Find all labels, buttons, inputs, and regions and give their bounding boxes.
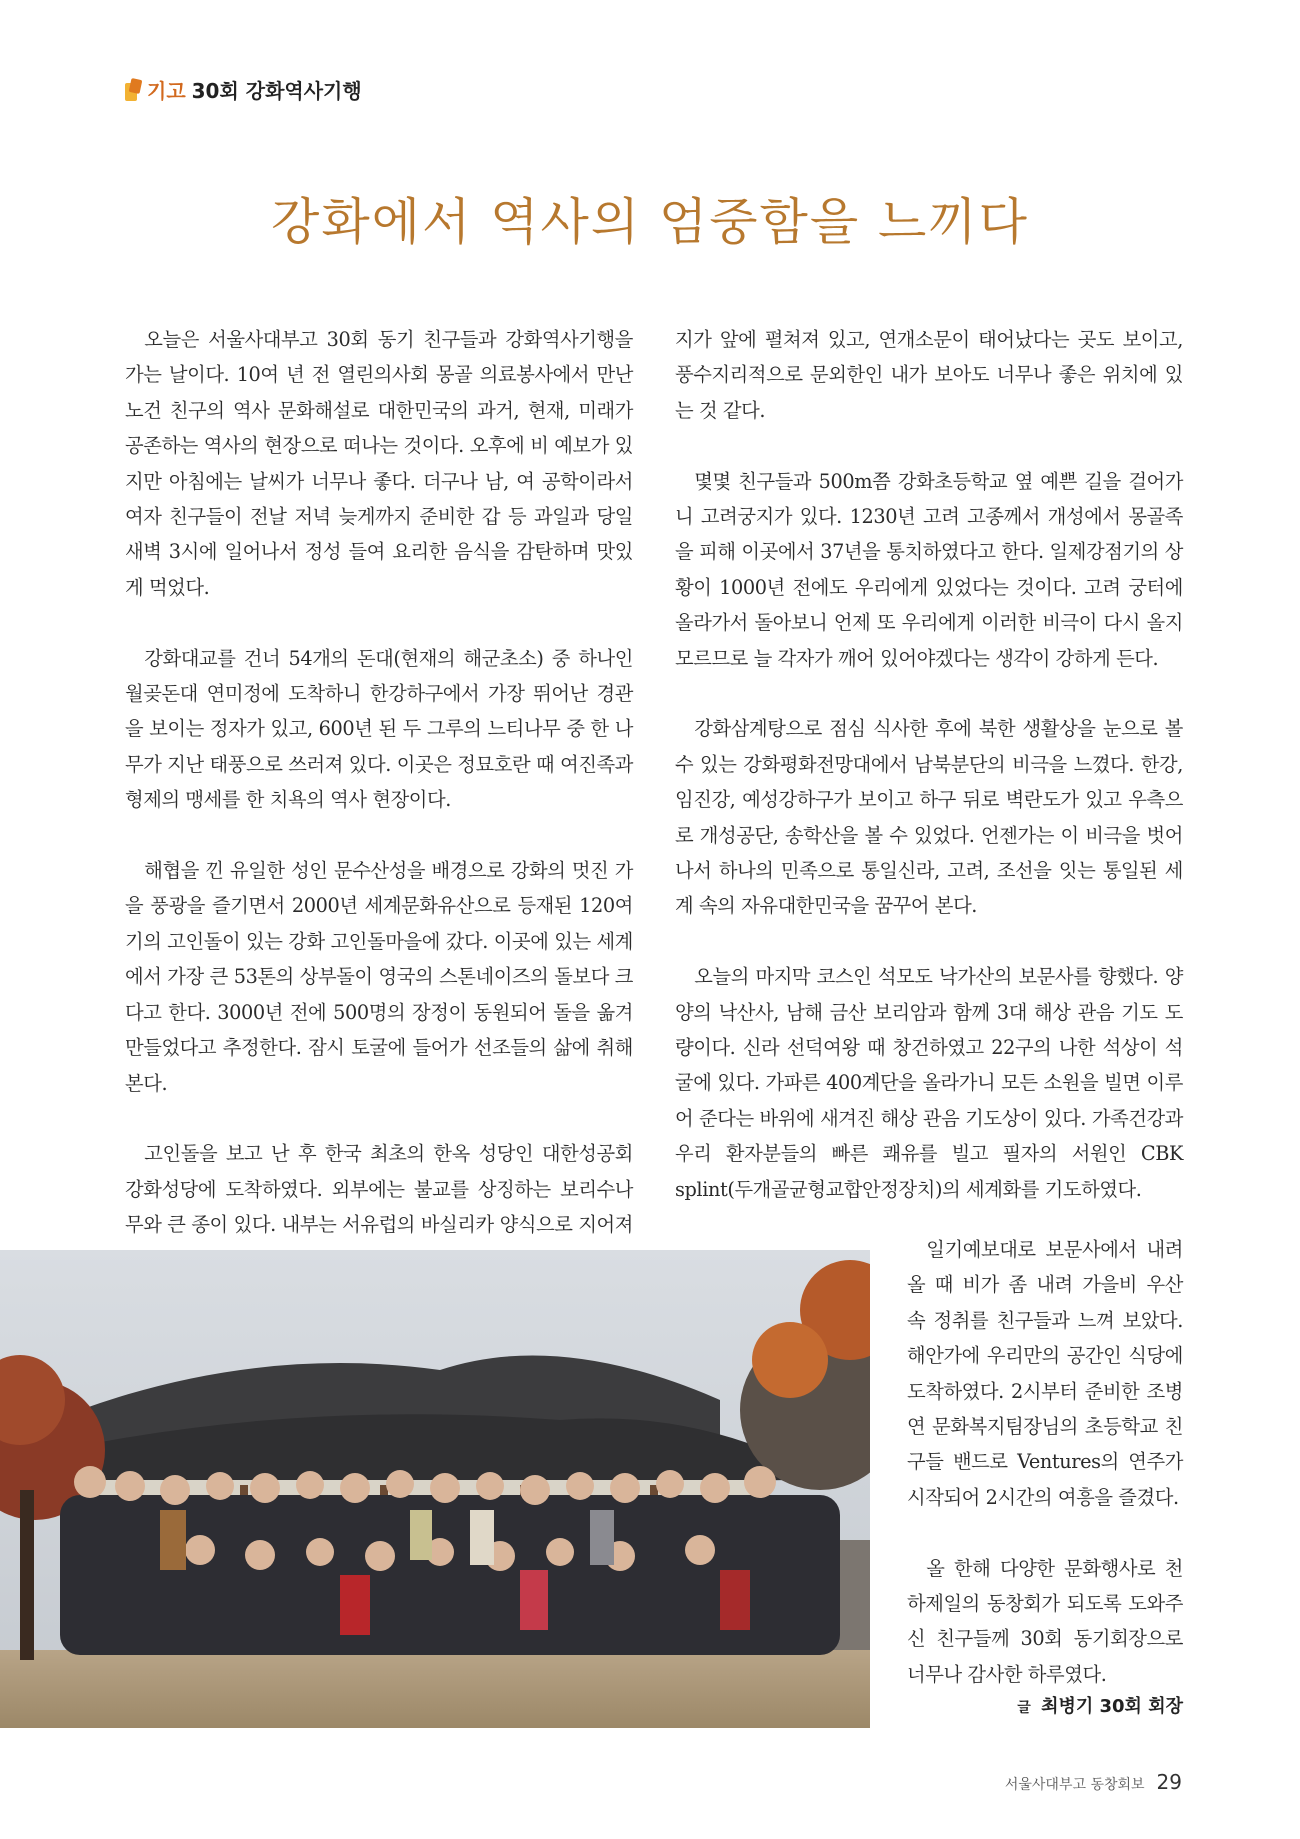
bottom-right-column bbox=[907, 1232, 1183, 1728]
signature-author: 최병기 30회 회장 bbox=[1041, 1696, 1183, 1717]
section-tag bbox=[125, 75, 362, 104]
paragraph: 해협을 낀 유일한 성인 문수산성을 배경으로 강화의 멋진 가을 풍광을 즐기면서 2000년 세계문화유산으로 등재된 120여 기의 고인돌이 있는 강화 고인돌마을에 갔다. 이곳에 있는 세계에서 가장 큰 53톤의 상부돌이 영국의 스톤네이즈의 돌보다 크다고 한다. 3000년 전에 500명의 장정이 동원되어 돌을 옮겨 만들었다고 추정한다. 잠시 토굴에 들어가 선조들의 삶에 취해 본다. bbox=[125, 859, 633, 1095]
signature-prefix: 글 bbox=[1017, 1700, 1031, 1716]
paragraph: 지가 앞에 펼쳐져 있고, 연개소문이 태어났다는 곳도 보이고, 풍수지리적으로 문외한인 내가 보아도 너무나 좋은 위치에 있는 것 같다. bbox=[675, 328, 1183, 422]
author-signature bbox=[907, 1692, 1183, 1718]
page-title: 강화에서 역사의 엄중함을 느끼다 bbox=[271, 193, 1029, 251]
paragraph: 일기예보대로 보문사에서 내려올 때 비가 좀 내려 가을비 우산 속 정취를 친구들과 느껴 보았다. 해안가에 우리만의 공간인 식당에 도착하였다. 2시부터 준비한 조병연 문화복지팀장님의 초등학교 친구들 밴드로 Ventures의 연주가 시작되어 2시간의 여흥을 즐겼다. bbox=[907, 1238, 1183, 1509]
paragraph: 몇몇 친구들과 500m쯤 강화초등학교 옆 예쁜 길을 걸어가니 고려궁지가 있다. 1230년 고려 고종께서 개성에서 몽골족을 피해 이곳에서 37년을 통치하였다고 한다. 일제강점기의 상황이 1000년 전에도 우리에게 있었다는 것이다. 고려 궁터에 올라가서 돌아보니 언제 또 우리에게 이러한 비극이 다시 올지 모르므로 늘 각자가 깨어 있어야겠다는 생각이 강하게 든다. bbox=[675, 469, 1183, 670]
page-number: 29 bbox=[1156, 1770, 1182, 1794]
paragraph: 오늘은 서울사대부고 30회 동기 친구들과 강화역사기행을 가는 날이다. 10여 년 전 열린의사회 몽골 의료봉사에서 만난 노건 친구의 역사 문화해설로 대한민국의 과거, 현재, 미래가 공존하는 역사의 현장으로 떠나는 것이다. 오후에 비 예보가 있지만 아침에는 날씨가 너무나 좋다. 더구나 남, 여 공학이라서 여자 친구들이 전날 저녁 늦게까지 준비한 갑 등 과일과 당일 새벽 3시에 일어나서 정성 들여 요리한 음식을 감탄하며 맛있게 먹었다. bbox=[125, 328, 633, 599]
section-subtitle: 30회 강화역사기행 bbox=[191, 79, 362, 103]
paragraph: 강화대교를 건너 54개의 돈대(현재의 해군초소) 중 하나인 월곶돈대 연미정에 도착하니 한강하구에서 가장 뛰어난 경관을 보이는 정자가 있고, 600년 된 두 그루의 느티나무 중 한 나무가 지난 태풍으로 쓰러져 있다. 이곳은 정묘호란 때 여진족과 형제의 맹세를 한 치욕의 역사 현장이다. bbox=[125, 646, 633, 812]
paragraph: 올 한해 다양한 문화행사로 천하제일의 동창회가 되도록 도와주신 친구들께 30회 동기회장으로 너무나 감사한 하루였다. bbox=[907, 1556, 1183, 1686]
group-photo bbox=[0, 1250, 870, 1728]
book-icon bbox=[125, 79, 141, 101]
paragraph: 고인돌을 보고 난 후 한국 최초의 한옥 성당인 대한성공회 강화성당에 도착하였다. 외부에는 불교를 상징하는 보리수나무와 큰 종이 있다. 내부는 서유럽의 바실리카 양식으로 지어져 bbox=[125, 1142, 633, 1237]
left-column bbox=[125, 322, 633, 1349]
right-column bbox=[675, 322, 1183, 1243]
page-footer bbox=[1005, 1770, 1182, 1794]
publication-name: 서울사대부고 동창회보 bbox=[1004, 1777, 1145, 1793]
paragraph: 오늘의 마지막 코스인 석모도 낙가산의 보문사를 향했다. 양양의 낙산사, 남해 금산 보리암과 함께 3대 해상 관음 기도 도량이다. 신라 선덕여왕 때 창건하였고 22구의 나한 석상이 석굴에 있다. 가파른 400계단을 올라가니 모든 소원을 빌면 이루어 준다는 바위에 새겨진 해상 관음 기도상이 있다. 가족건강과 우리 환자분들의 빠른 쾌유를 빌고 필자의 서원인 CBK splint(두개골균형교합안정장치)의 세계화를 기도하였다. bbox=[675, 965, 1183, 1201]
paragraph: 강화삼계탕으로 점심 식사한 후에 북한 생활상을 눈으로 볼 수 있는 강화평화전망대에서 남북분단의 비극을 느꼈다. 한강, 임진강, 예성강하구가 보이고 하구 뒤로 벽란도가 있고 우측으로 개성공단, 송학산을 볼 수 있었다. 언젠가는 이 비극을 벗어나서 하나의 민족으로 통일신라, 고려, 조선을 잇는 통일된 세계 속의 자유대한민국을 꿈꾸어 본다. bbox=[675, 717, 1183, 918]
section-label: 기고 bbox=[147, 79, 186, 103]
